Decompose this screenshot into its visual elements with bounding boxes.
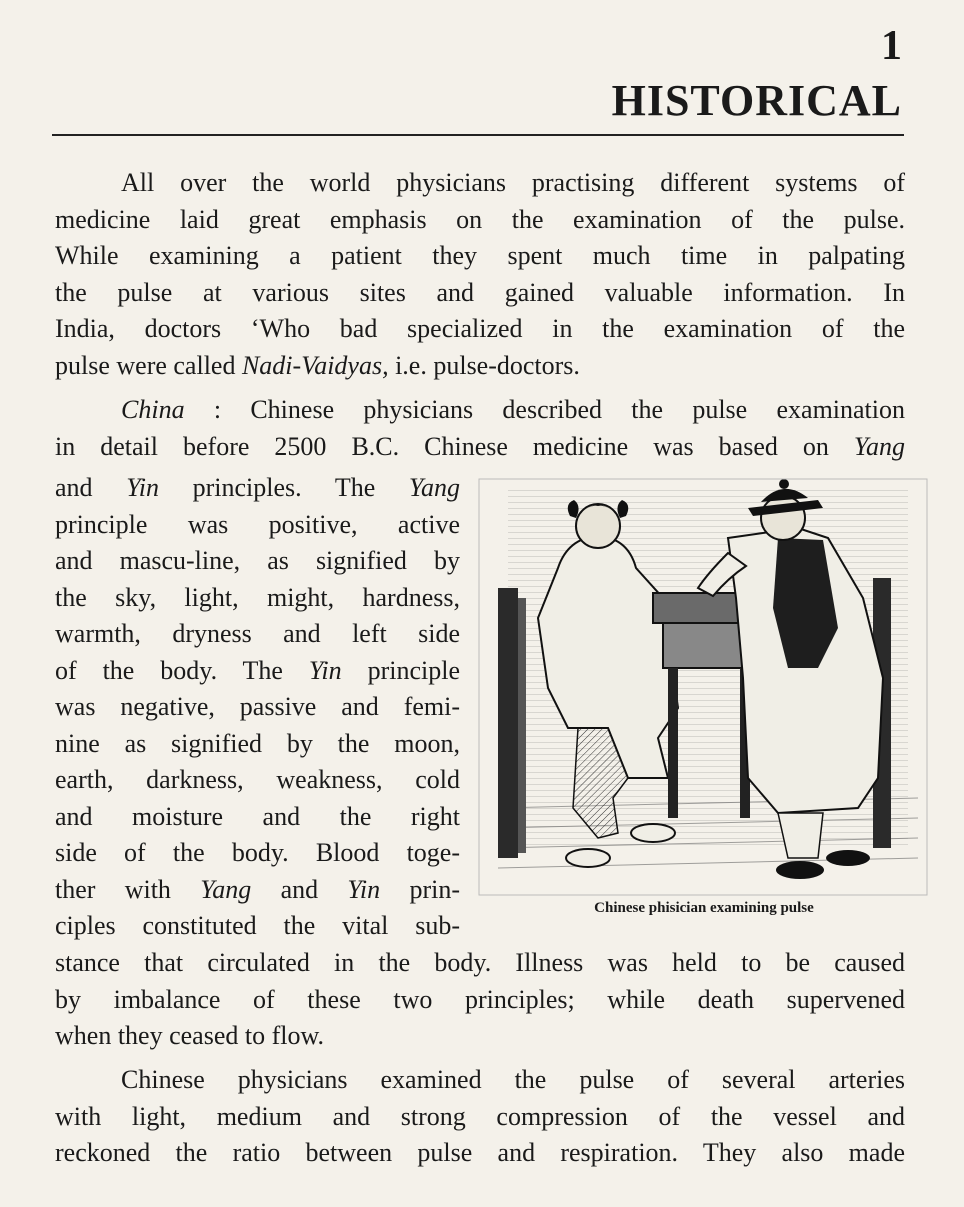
text-line: with light, medium and strong compression of the vessel and [55,1101,905,1131]
figure-caption: Chinese phisician examining pulse [594,900,814,916]
illustration-chinese-physicians [478,478,928,896]
text-line: the pulse at various sites and gained valuable information. In [55,277,905,307]
chapter-number: 1 [881,23,902,69]
text-line: pulse were called Nadi-Vaidyas, i.e. pulse-doctors. [55,350,580,380]
paragraph-china-tail [55,945,905,1055]
text-line: the sky, light, might, hardness, [55,582,460,612]
text-line: While examining a patient they spent much time in palpating [55,241,905,270]
paragraph-china-head [55,392,905,465]
text-line: ciples constituted the vital sub- [55,911,460,940]
paragraph-china-wrap [55,470,460,945]
text-line: nine as signified by the moon, [55,728,460,758]
text-line: China : Chinese physicians described the pulse examination [121,395,905,424]
text-line: and mascu-line, as signified by [55,546,460,575]
text-line: All over the world physicians practising different systems of [121,168,905,197]
title-rule [52,134,904,136]
text-line: warmth, dryness and left side [55,619,460,648]
text-line: by imbalance of these two principles; while death supervened [55,984,905,1014]
text-line: India, doctors ‘Who bad specialized in the examination of the [55,314,905,343]
paragraph-arteries [55,1062,905,1172]
text-line: ther with Yang and Yin prin- [55,874,460,904]
text-line: in detail before 2500 B.C. Chinese medicine was based on Yang [55,431,905,461]
paragraph-intro [55,165,905,384]
chapter-title: HISTORICAL [611,76,902,125]
text-line: earth, darkness, weakness, cold [55,765,460,794]
text-line: medicine laid great emphasis on the examination of the pulse. [55,204,905,234]
text-line: and moisture and the right [55,801,460,831]
text-line: principle was positive, active [55,509,460,539]
text-line: Chinese physicians examined the pulse of several arteries [121,1065,905,1094]
section-label-china: China [121,395,185,424]
text-line: and Yin principles. The Yang [55,473,460,502]
text-line: reckoned the ratio between pulse and respiration. They also made [55,1138,905,1167]
text-line: side of the body. Blood toge- [55,838,460,867]
text-line: was negative, passive and femi- [55,692,460,721]
text-line: when they ceased to flow. [55,1021,325,1050]
text-line: stance that circulated in the body. Illness was held to be caused [55,948,905,977]
text-line: of the body. The Yin principle [55,655,460,685]
